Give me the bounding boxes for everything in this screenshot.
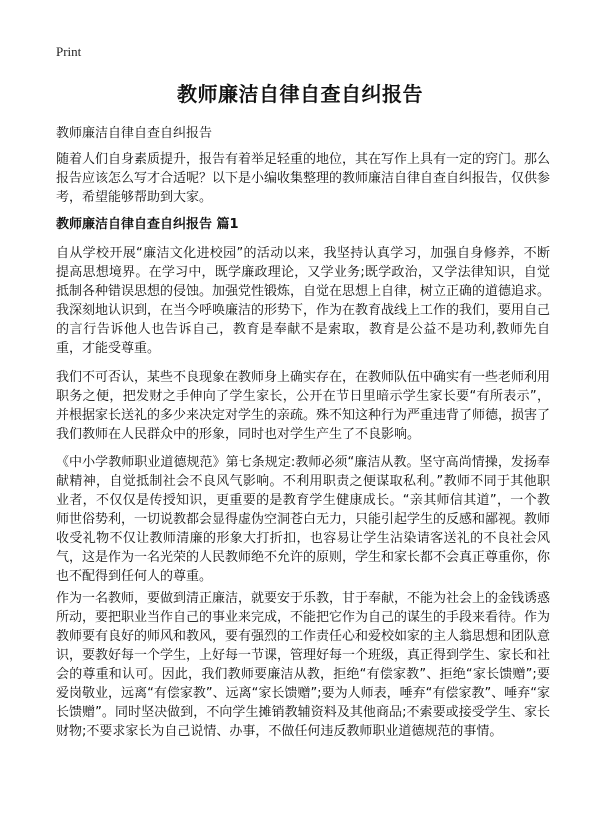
body-paragraph-4: 作为一名教师，要做到清正廉洁，就要安于乐教，甘于奉献，不能为社会上的金钱诱惑所动，要把职业当作自己的事业来完成，不能把它作为自己的谋生的手段来看待。作为教师要有良好的师风和教风，要有强烈的工作责任心和爱校如家的主人翁思想和团队意识，要教好每一个学生，上好每一节课，管理好每一个班级，真正得到学生、家长和社会的尊重和认可。因此，我们教师要廉洁从教，拒绝“有偿家教”、拒绝“家长馈赠”;要爱岗敬业，远离“有偿家教”、远离“家长馈赠”;要为人师表，唾弃“有偿家教”、唾弃“家长馈赠”。同时坚决做到，不向学生摊销教辅资料及其他商品;不索要或接受学生、家长财物;不要求家长为自己说情、办事，不做任何违反教师职业道德规范的事情。 xyxy=(56,591,551,739)
intro-paragraph: 随着人们自身素质提升，报告有着举足轻重的地位，其在写作上具有一定的窍门。那么报告应该怎么写才合适呢？以下是小编收集整理的教师廉洁自律自查自纠报告，仅供参考，希望能够帮助到大家。 xyxy=(56,152,551,205)
body-paragraph-3: 《中小学教师职业道德规范》第七条规定:教师必须“廉洁从教。坚守高尚情操，发扬奉献精神，自觉抵制社会不良风气影响。不利用职责之便谋取私利。”教师不同于其他职业者，不仅仅是传授知识，更重要的是教育学生健康成长。“亲其师信其道”，一个教师世俗势利，一切说教都会显得虚伪空洞苍白无力，只能引起学生的反感和鄙视。教师收受礼物不仅让教师清廉的形象大打折扣，也容易让学生沾染请客送礼的不良社会风气，这是作为一名光荣的人民教师绝不允许的原则，学生和家长都不会真正尊重你，你也不配得到任何人的尊重。 xyxy=(56,455,551,584)
document-subtitle: 教师廉洁自律自查自纠报告 xyxy=(56,126,213,141)
print-link[interactable]: Print xyxy=(56,44,82,59)
body-paragraph-1: 自从学校开展“廉洁文化进校园”的活动以来，我坚持认真学习，加强自身修养，不断提高思想境界。在学习中，既学廉政理论，又学业务;既学政治，又学法律知识，自觉抵制各种错误思想的侵蚀。加强党性锻炼，自觉在思想上自律，树立正确的道德追求。我深刻地认识到，在当今呼唤廉洁的形势下，作为在教育战线上工作的我们，要用自己的言行告诉他人也告诉自己，教育是奉献不是索取，教育是公益不是功利,教师先自重，才能受尊重。 xyxy=(56,246,551,356)
document-title: 教师廉洁自律自查自纠报告 xyxy=(177,82,423,106)
body-paragraph-2: 我们不可否认，某些不良现象在教师身上确实存在，在教师队伍中确实有一些老师利用职务之便，把发财之手伸向了学生家长，公开在节日里暗示学生家长要“有所表示”，并根据家长送礼的多少来决定对学生的亲疏。殊不知这种行为严重违背了师德，损害了我们教师在人民群众中的形象，同时也对学生产生了不良影响。 xyxy=(56,370,551,442)
section-heading: 教师廉洁自律自查自纠报告 篇1 xyxy=(56,217,239,232)
